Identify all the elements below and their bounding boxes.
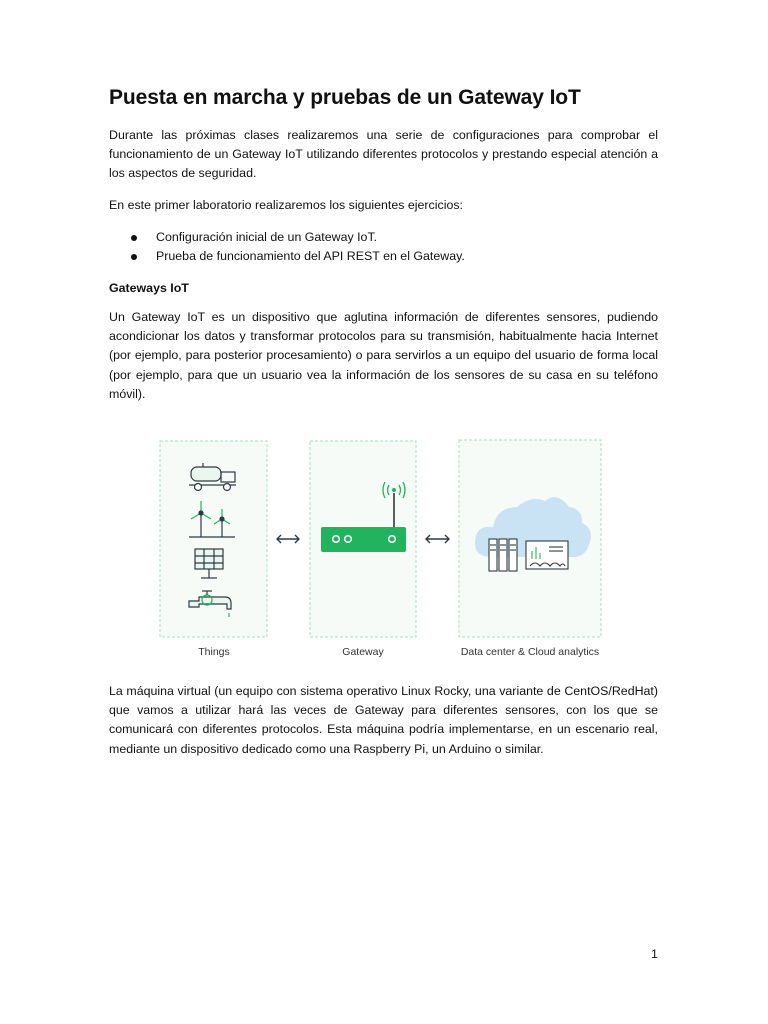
list-item [109, 247, 658, 266]
gateway-label: Gateway [342, 646, 384, 658]
arrow-icon [426, 535, 449, 543]
analytics-dashboard-icon [526, 541, 568, 569]
gateways-paragraph: Un Gateway IoT es un dispositivo que aglutina información de diferentes sensores, pudiendo acondicionar los datos y transformar protocolos para su transmisión, habitualmente hacia Internet (por ejemplo, para posterior procesamiento) o para servirlos a un equipo del usuario de forma local (por ejemplo, para que un usuario vea la información de los sensores de su casa en su teléfono móvil). [109, 310, 658, 401]
exercise-text: Configuración inicial de un Gateway IoT. [156, 230, 378, 244]
things-label: Things [198, 646, 230, 658]
intro-paragraph: Durante las próximas clases realizaremos una serie de configuraciones para comprobar el funcionamiento de un Gateway IoT utilizando diferentes protocolos y prestando especial atención a los aspectos de seguridad. [109, 128, 658, 181]
bullet-icon [131, 254, 137, 260]
exercise-list [109, 228, 658, 266]
server-rack-icon [489, 539, 517, 571]
document-title: Puesta en marcha y pruebas de un Gateway IoT [109, 86, 581, 109]
iot-architecture-diagram [137, 415, 631, 670]
bullet-icon [131, 235, 137, 241]
exercise-text: Prueba de funcionamiento del API REST en el Gateway. [156, 249, 465, 264]
arrow-icon [277, 535, 299, 543]
exercises-intro: En este primer laboratorio realizaremos los siguientes ejercicios: [109, 198, 463, 212]
section-heading: Gateways IoT [109, 281, 189, 295]
cloud-label: Data center & Cloud analytics [460, 646, 600, 658]
page-number: 1 [651, 947, 658, 961]
vm-paragraph: La máquina virtual (un equipo con sistema operativo Linux Rocky, una variante de CentOS/RedHat) que vamos a utilizar hará las veces de Gateway para diferentes sensores, con los que se comunicará con diferentes protocolos. Esta máquina podría implementarse, en un escenario real, mediante un dispositivo dedicado como una Raspberry Pi, un Arduino o similar. [109, 684, 658, 756]
list-item [109, 228, 658, 247]
